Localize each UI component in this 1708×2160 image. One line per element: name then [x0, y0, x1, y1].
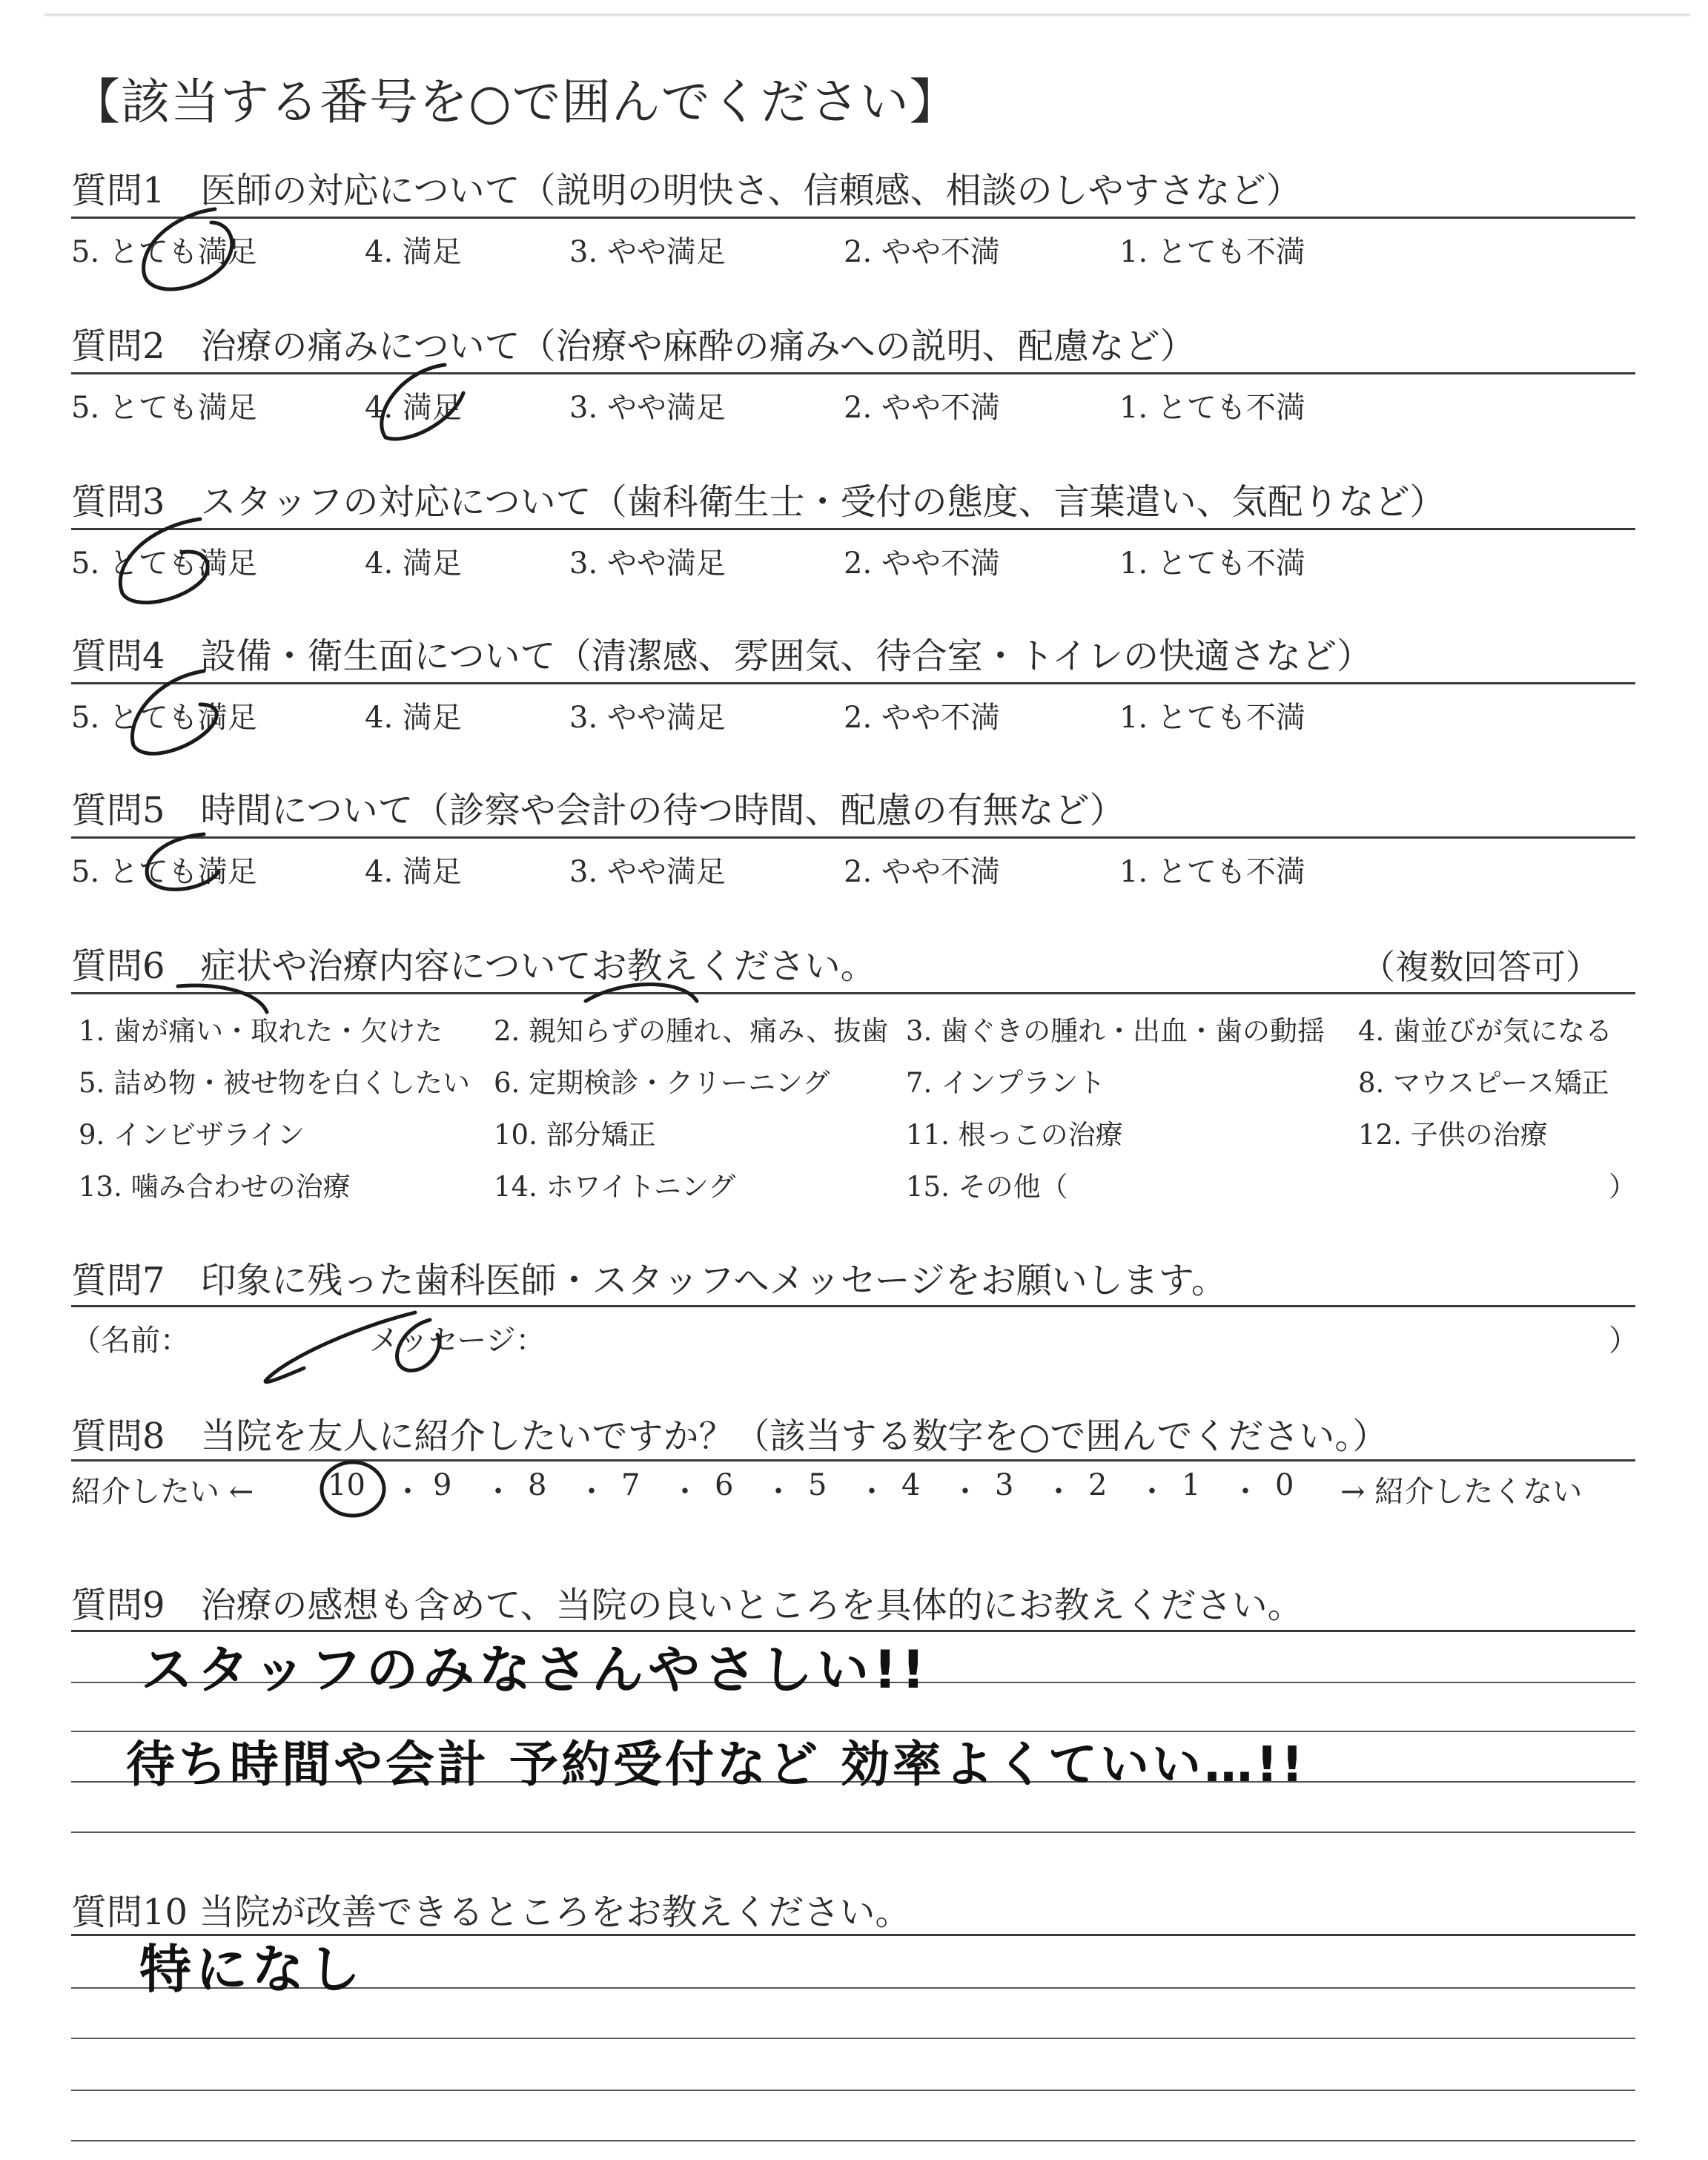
q10-answer-line	[71, 2038, 1635, 2039]
question-3-rule	[71, 528, 1635, 530]
q6-item-10[interactable]: 10. 部分矯正	[494, 1119, 656, 1151]
form-heading: 【該当する番号を○で囲んでください】	[71, 73, 959, 131]
q8-score-10[interactable]: 10	[328, 1468, 365, 1502]
q5-option-2[interactable]: 2. やや不満	[844, 855, 1000, 889]
q8-score-9[interactable]: 9	[433, 1468, 452, 1502]
q10-answer-line	[71, 2090, 1635, 2091]
question-9-title: 質問9 治療の感想も含めて、当院の良いところを具体的にお教えください。	[71, 1585, 1303, 1626]
q8-dot: ・	[1137, 1475, 1167, 1509]
q6-item-2[interactable]: 2. 親知らずの腫れ、痛み、抜歯	[494, 1015, 889, 1047]
q9-handwritten-answer-1: スタッフのみなさんやさしい!!	[141, 1639, 930, 1700]
q6-item-6[interactable]: 6. 定期検診・クリーニング	[494, 1067, 830, 1099]
q1-option-2[interactable]: 2. やや不満	[844, 235, 1000, 269]
q6-item-11[interactable]: 11. 根っこの治療	[906, 1119, 1123, 1151]
q4-option-3[interactable]: 3. やや満足	[569, 701, 726, 735]
q6-item-15[interactable]: 15. その他（	[906, 1171, 1068, 1203]
q2-option-3[interactable]: 3. やや満足	[569, 391, 726, 425]
q6-item-15-close: ）	[1609, 1171, 1636, 1203]
question-2-title: 質問2 治療の痛みについて（治療や麻酔の痛みへの説明、配慮など）	[71, 326, 1196, 367]
question-4-title: 質問4 設備・衛生面について（清潔感、雰囲気、待合室・トイレの快適さなど）	[71, 635, 1373, 677]
question-4-rule	[71, 682, 1635, 684]
q9-answer-line	[71, 1832, 1635, 1833]
question-5-rule	[71, 836, 1635, 839]
q8-score-0[interactable]: 0	[1275, 1468, 1294, 1502]
q7-close-paren: ）	[1609, 1324, 1638, 1358]
q8-right-label: → 紹介したくない	[1340, 1475, 1583, 1509]
q8-dot: ・	[764, 1475, 793, 1509]
page-top-edge	[44, 13, 1690, 16]
q2-option-2[interactable]: 2. やや不満	[844, 391, 1000, 425]
q2-option-1[interactable]: 1. とても不満	[1119, 391, 1305, 425]
q8-dot: ・	[670, 1475, 700, 1509]
q8-dot: ・	[1231, 1475, 1260, 1509]
q8-score-7[interactable]: 7	[621, 1468, 640, 1502]
q6-item-9[interactable]: 9. インビザライン	[79, 1119, 305, 1151]
q6-item-14[interactable]: 14. ホワイトニング	[494, 1171, 736, 1203]
q6-item-1[interactable]: 1. 歯が痛い・取れた・欠けた	[79, 1015, 443, 1047]
q3-option-5[interactable]: 5. とても満足	[71, 546, 257, 581]
q3-option-2[interactable]: 2. やや不満	[844, 546, 1000, 581]
question-7-rule	[71, 1305, 1635, 1307]
q1-option-3[interactable]: 3. やや満足	[569, 235, 726, 269]
q8-dot: ・	[1044, 1475, 1073, 1509]
q6-item-8[interactable]: 8. マウスピース矯正	[1358, 1067, 1609, 1099]
q4-option-1[interactable]: 1. とても不満	[1119, 701, 1305, 735]
q1-option-5[interactable]: 5. とても満足	[71, 235, 257, 269]
q10-answer-line	[71, 2140, 1635, 2141]
q8-score-8[interactable]: 8	[528, 1468, 547, 1502]
q8-dot: ・	[857, 1475, 887, 1509]
question-2-rule	[71, 372, 1635, 374]
question-10-title: 質問10 当院が改善できるところをお教えください。	[71, 1892, 911, 1933]
question-8-rule	[71, 1459, 1635, 1462]
q8-left-label: 紹介したい ←	[71, 1475, 254, 1509]
q4-option-2[interactable]: 2. やや不満	[844, 701, 1000, 735]
q5-option-5[interactable]: 5. とても満足	[71, 855, 257, 889]
q8-dot: ・	[950, 1475, 980, 1509]
q5-option-3[interactable]: 3. やや満足	[569, 855, 726, 889]
q10-handwritten-answer: 特になし	[139, 1939, 365, 2000]
q1-option-4[interactable]: 4. 満足	[365, 235, 462, 269]
q7-name-label: （名前：	[71, 1324, 190, 1358]
question-1-rule	[71, 217, 1635, 219]
q6-item-7[interactable]: 7. インプラント	[906, 1067, 1106, 1099]
q8-score-3[interactable]: 3	[995, 1468, 1014, 1502]
q3-option-1[interactable]: 1. とても不満	[1119, 546, 1305, 581]
q4-option-4[interactable]: 4. 満足	[365, 701, 462, 735]
q6-item-4[interactable]: 4. 歯並びが気になる	[1358, 1015, 1613, 1047]
question-1-title: 質問1 医師の対応について（説明の明快さ、信頼感、相談のしやすさなど）	[71, 170, 1302, 211]
q5-option-4[interactable]: 4. 満足	[365, 855, 462, 889]
q1-option-1[interactable]: 1. とても不満	[1119, 235, 1305, 269]
q8-score-6[interactable]: 6	[715, 1468, 734, 1502]
q6-item-13[interactable]: 13. 噛み合わせの治療	[79, 1171, 351, 1203]
q2-option-4[interactable]: 4. 満足	[365, 391, 462, 425]
q4-option-5[interactable]: 5. とても満足	[71, 701, 257, 735]
question-6-title: 質問6 症状や治療内容についてお教えください。	[71, 945, 876, 987]
q8-score-5[interactable]: 5	[808, 1468, 827, 1502]
q8-score-4[interactable]: 4	[901, 1468, 921, 1502]
question-8-title: 質問8 当院を友人に紹介したいですか？（該当する数字を○で囲んでください。）	[71, 1416, 1388, 1457]
q5-option-1[interactable]: 1. とても不満	[1119, 855, 1305, 889]
q7-message-label: メッセージ：	[369, 1324, 546, 1358]
question-6-note: （複数回答可）	[1361, 947, 1600, 987]
question-5-title: 質問5 時間について（診察や会計の待つ時間、配慮の有無など）	[71, 790, 1125, 831]
q2-option-5[interactable]: 5. とても満足	[71, 391, 257, 425]
q9-handwritten-answer-2: 待ち時間や会計 予約受付など 効率よくていい…!!	[126, 1736, 1307, 1793]
question-6-rule	[71, 992, 1635, 994]
question-3-title: 質問3 スタッフの対応について（歯科衛生士・受付の態度、言葉遣い、気配りなど）	[71, 481, 1446, 523]
q6-item-12[interactable]: 12. 子供の治療	[1358, 1119, 1548, 1151]
q6-item-3[interactable]: 3. 歯ぐきの腫れ・出血・歯の動揺	[906, 1015, 1325, 1047]
q8-recommend-scale	[71, 1468, 1635, 1513]
question-7-title: 質問7 印象に残った歯科医師・スタッフへメッセージをお願いします。	[71, 1260, 1227, 1301]
q3-option-4[interactable]: 4. 満足	[365, 546, 462, 581]
q8-dot: ・	[483, 1475, 513, 1509]
q8-score-2[interactable]: 2	[1088, 1468, 1108, 1502]
q6-item-5[interactable]: 5. 詰め物・被せ物を白くしたい	[79, 1067, 471, 1099]
q8-score-1[interactable]: 1	[1182, 1468, 1201, 1502]
q8-dot: ・	[393, 1475, 423, 1509]
q3-option-3[interactable]: 3. やや満足	[569, 546, 726, 581]
q8-dot: ・	[577, 1475, 606, 1509]
